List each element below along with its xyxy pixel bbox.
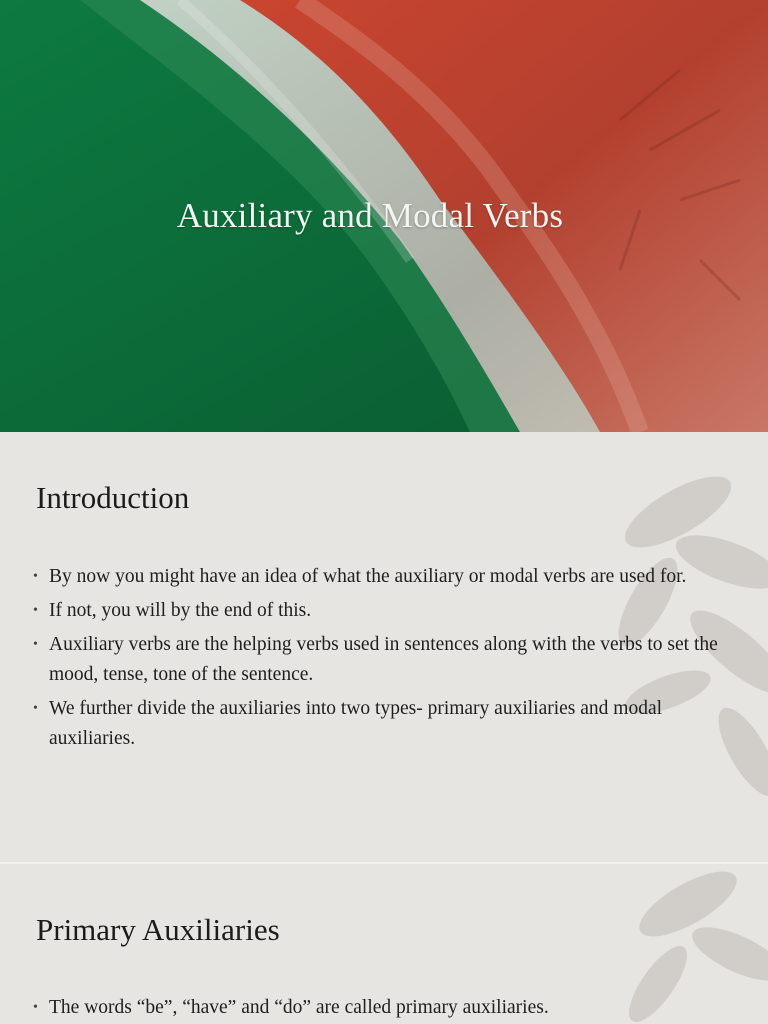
bullet-icon: • <box>33 603 38 618</box>
list-item: • The words “be”, “have” and “do” are called primary auxiliaries. <box>30 993 742 1023</box>
list-item: • We further divide the auxiliaries into two types- primary auxiliaries and modal auxiliaries. <box>30 694 742 754</box>
list-item: • If not, you will by the end of this. <box>30 596 742 626</box>
bullet-icon: • <box>33 701 38 716</box>
introduction-bullet-list <box>30 562 742 758</box>
bullet-icon: • <box>33 569 38 584</box>
list-item: • Auxiliary verbs are the helping verbs used in sentences along with the verbs to set the mood, tense, tone of the sentence. <box>30 630 742 690</box>
primary-auxiliaries-bullet-list <box>30 993 742 1024</box>
bullet-icon: • <box>33 637 38 652</box>
list-item: • By now you might have an idea of what the auxiliary or modal verbs are used for. <box>30 562 742 592</box>
title-slide <box>0 0 768 432</box>
introduction-slide <box>0 432 768 864</box>
introduction-heading: Introduction <box>36 480 190 515</box>
slide-title: Auxiliary and Modal Verbs <box>176 196 564 235</box>
primary-auxiliaries-heading: Primary Auxiliaries <box>36 912 280 947</box>
bullet-icon: • <box>33 1000 38 1015</box>
primary-auxiliaries-slide <box>0 864 768 1024</box>
